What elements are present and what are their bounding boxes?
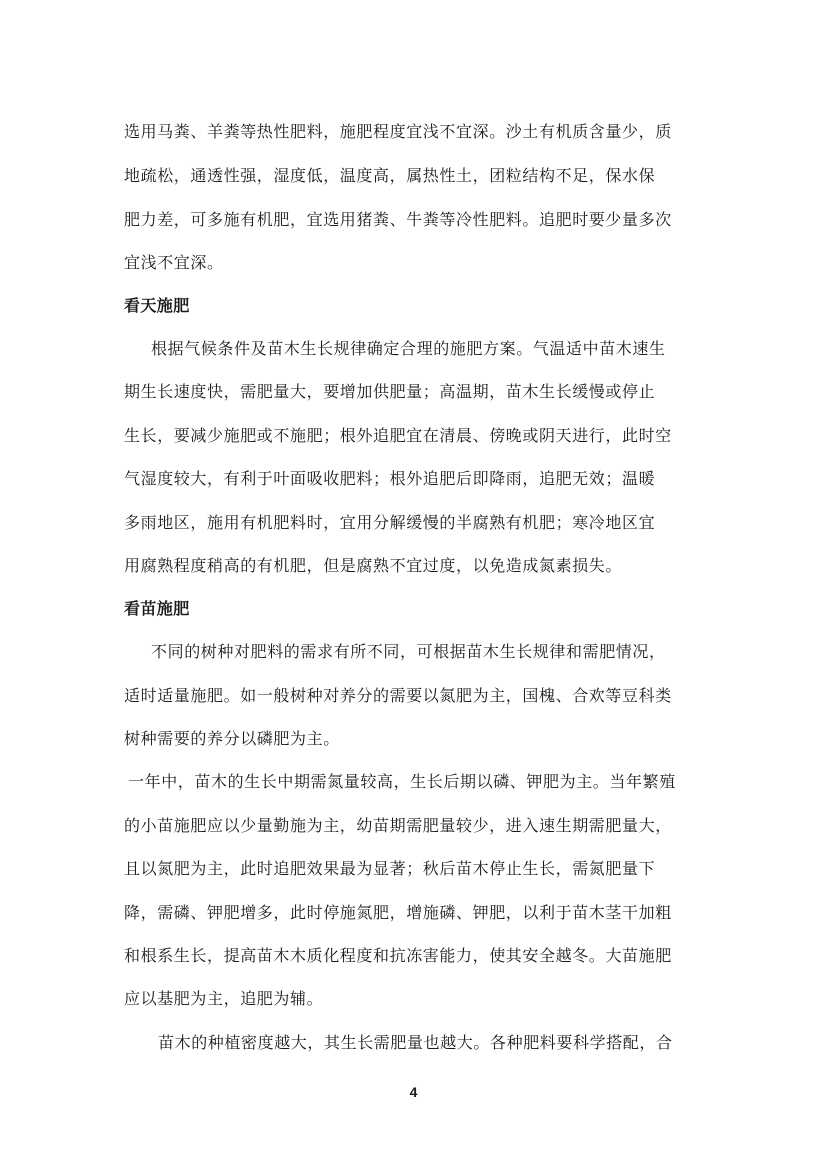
paragraph-line: 降，需磷、钾肥增多，此时停施氮肥，增施磷、钾肥，以利于苗木茎干加粗 (124, 903, 672, 922)
paragraph-line: 用腐熟程度稍高的有机肥，但是腐熟不宜过度，以免造成氮素损失。 (124, 556, 623, 575)
paragraph-line: 的小苗施肥应以少量勤施为主，幼苗期需肥量较少，进入速生期需肥量大， (124, 816, 672, 835)
paragraph-line: 选用马粪、羊粪等热性肥料，施肥程度宜浅不宜深。沙土有机质含量少，质 (124, 122, 672, 141)
paragraph-line: 宜浅不宜深。 (124, 253, 224, 272)
paragraph-line: 期生长速度快，需肥量大，要增加供肥量；高温期，苗木生长缓慢或停止 (124, 382, 656, 401)
paragraph-line: 树种需要的养分以磷肥为主。 (124, 729, 340, 748)
paragraph-line: 多雨地区，施用有机肥料时，宜用分解缓慢的半腐熟有机肥；寒冷地区宜 (124, 513, 656, 532)
section-heading-seedling: 看苗施肥 (124, 599, 190, 618)
paragraph-line: 根据气候条件及苗木生长规律确定合理的施肥方案。气温适中苗木速生 (151, 339, 666, 358)
paragraph-line: 生长，要减少施肥或不施肥；根外追肥宜在清晨、傍晚或阴天进行，此时空 (124, 426, 672, 445)
paragraph-line: 且以氮肥为主，此时追肥效果最为显著；秋后苗木停止生长，需氮肥量下 (124, 859, 656, 878)
paragraph-line: 气湿度较大，有利于叶面吸收肥料；根外追肥后即降雨，追肥无效；温暖 (124, 469, 656, 488)
paragraph-line: 适时适量施肥。如一般树种对养分的需要以氮肥为主，国槐、合欢等豆科类 (124, 686, 672, 705)
paragraph-line: 苗木的种植密度越大，其生长需肥量也越大。各种肥料要科学搭配，合 (158, 1033, 673, 1052)
section-heading-weather: 看天施肥 (124, 296, 190, 315)
paragraph-line: 一年中，苗木的生长中期需氮量较高，生长后期以磷、钾肥为主。当年繁殖 (128, 772, 676, 791)
paragraph-line: 应以基肥为主，追肥为辅。 (124, 989, 324, 1008)
paragraph-line: 肥力差，可多施有机肥，宜选用猪粪、牛粪等冷性肥料。追肥时要少量多次 (124, 210, 672, 229)
paragraph-line: 地疏松，通透性强，湿度低，温度高，属热性土，团粒结构不足，保水保 (124, 166, 656, 185)
paragraph-line: 不同的树种对肥料的需求有所不同，可根据苗木生长规律和需肥情况， (151, 642, 666, 661)
paragraph-line: 和根系生长，提高苗木木质化程度和抗冻害能力，使其安全越冬。大苗施肥 (124, 946, 672, 965)
page-number: 4 (409, 1084, 418, 1100)
